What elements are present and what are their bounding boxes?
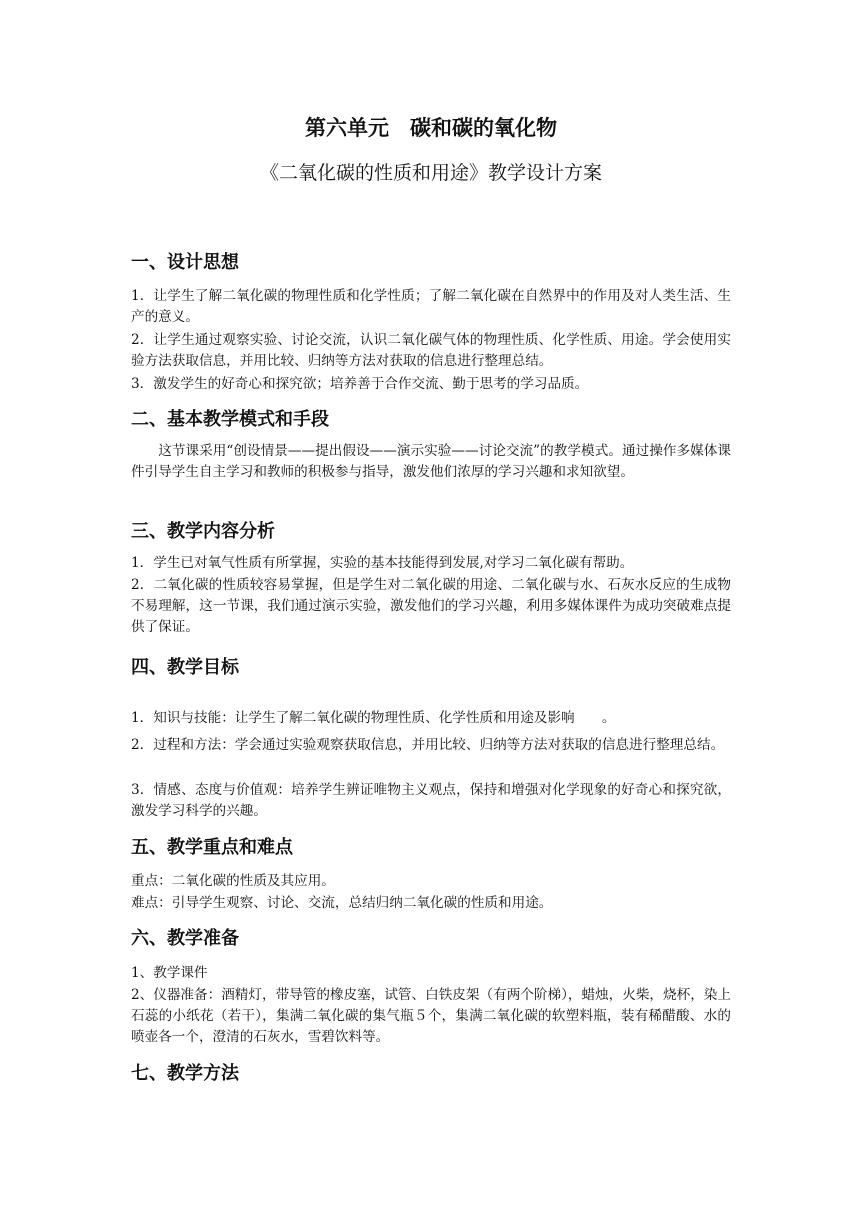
section-heading-key-points: 五、教学重点和难点 xyxy=(131,837,293,858)
section-heading-teaching-mode: 二、基本教学模式和手段 xyxy=(131,409,329,430)
paragraph: 这节课采用“创设情景——提出假设——演示实验——讨论交流”的教学模式。通过操作多媒体课件引导学生自主学习和教师的积极参与指导，激发他们浓厚的学习兴趣和求知欲望。 xyxy=(131,443,731,480)
document-title: 第六单元 碳和碳的氧化物 xyxy=(305,116,557,140)
paragraph: 1．让学生了解二氧化碳的物理性质和化学性质；了解二氧化碳在自然界中的作用及对人类生活、生产的意义。 xyxy=(131,288,731,325)
paragraph: 3．情感、态度与价值观：培养学生辨证唯物主义观点，保持和增强对化学现象的好奇心和探究欲，激发学习科学的兴趣。 xyxy=(131,782,731,819)
paragraph: 1、教学课件 xyxy=(131,965,208,981)
paragraph: 2．二氧化碳的性质较容易掌握，但是学生对二氧化碳的用途、二氧化碳与水、石灰水反应的生成物不易理解，这一节课，我们通过演示实验，激发他们的学习兴趣，利用多媒体课件为成功突破难点提供了保证。 xyxy=(131,577,731,635)
paragraph: 难点：引导学生观察、讨论、交流，总结归纳二氧化碳的性质和用途。 xyxy=(131,895,553,911)
section-heading-content-analysis: 三、教学内容分析 xyxy=(131,521,275,542)
paragraph: 2、仪器准备：酒精灯，带导管的橡皮塞，试管、白铁皮架（有两个阶梯），蜡烛，火柴，烧杯，染上石蕊的小纸花（若干），集满二氧化碳的集气瓶５个，集满二氧化碳的软塑料瓶，装有稀醋酸、水的喷壶各一个，澄清的石灰水，雪碧饮料等。 xyxy=(131,987,731,1045)
document-subtitle: 《二氧化碳的性质和用途》教学设计方案 xyxy=(259,162,602,184)
section-heading-teaching-goals: 四、教学目标 xyxy=(131,657,239,678)
paragraph: 2．让学生通过观察实验、讨论交流，认识二氧化碳气体的物理性质、化学性质、用途。学会使用实验方法获取信息，并用比较、归纳等方法对获取的信息进行整理总结。 xyxy=(131,332,731,369)
paragraph: 2．过程和方法：学会通过实验观察获取信息，并用比较、归纳等方法对获取的信息进行整理总结。 xyxy=(131,737,725,753)
paragraph: 1．学生已对氧气性质有所掌握，实验的基本技能得到发展,对学习二氧化碳有帮助。 xyxy=(131,555,634,571)
section-heading-teaching-method: 七、教学方法 xyxy=(131,1063,239,1084)
paragraph: 重点：二氧化碳的性质及其应用。 xyxy=(131,873,335,889)
paragraph: 3．激发学生的好奇心和探究欲；培养善于合作交流、勤于思考的学习品质。 xyxy=(131,376,589,392)
section-heading-preparation: 六、教学准备 xyxy=(131,928,239,949)
paragraph: 1．知识与技能：让学生了解二氧化碳的物理性质、化学性质和用途及影响 。 xyxy=(131,710,616,726)
section-heading-design-idea: 一、设计思想 xyxy=(131,252,239,273)
